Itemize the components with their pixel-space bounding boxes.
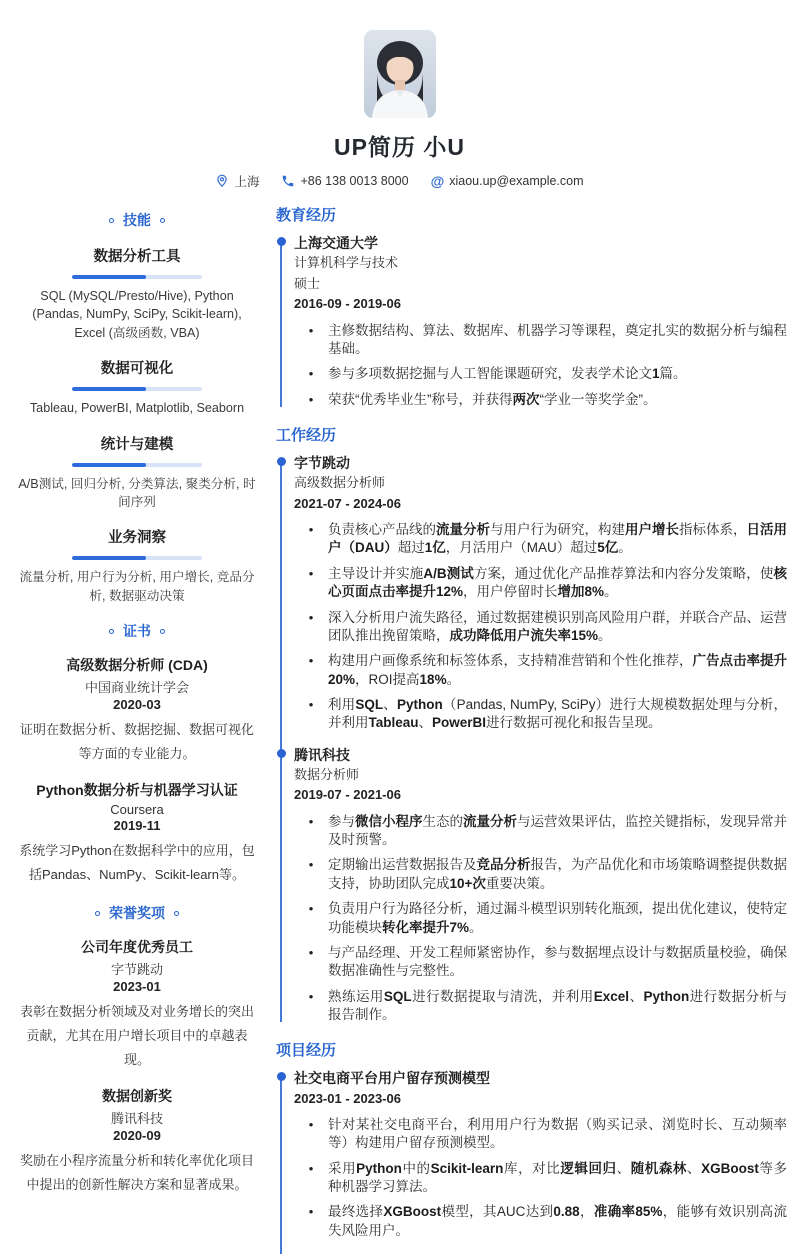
bullet-text: 利用SQL、Python（Pandas, NumPy, SciPy）进行大规模数据处理与分析，并利用Tableau、PowerBI进行数据可视化和报告呈现。: [328, 696, 787, 731]
skill-description: SQL (MySQL/Presto/Hive), Python (Pandas, NumPy, SciPy, Scikit-learn), Excel (高级函数, VBA): [32, 289, 242, 340]
left-sidebar: [14, 204, 260, 1255]
bullet-text: 采用Python中的Scikit-learn库，对比逻辑回归、随机森林、XGBoost等多种机器学习算法。: [328, 1160, 788, 1195]
bullet-text: 荣获“优秀毕业生”称号，并获得两次“学业一等奖学金”。: [328, 391, 657, 407]
honor-date: 2023-01: [113, 979, 161, 995]
bullet-marker: •: [308, 1160, 314, 1176]
bullet-item: [294, 1203, 787, 1240]
projects-section-title: 项目经历: [276, 1042, 337, 1060]
work-entry: [294, 746, 787, 1025]
bullet-text: 针对某社交电商平台，利用用户行为数据（购买记录、浏览时长、互动频率等）构建用户留存预测模型。: [328, 1117, 787, 1151]
skill-name: 数据分析工具: [93, 249, 181, 265]
honor-org: 腾讯科技: [110, 1111, 163, 1127]
work-entry: [294, 454, 787, 733]
contact-location: [215, 172, 259, 190]
bullet-item: [294, 391, 787, 409]
skill-progress-bar: [72, 275, 202, 279]
skill-name: 业务洞察: [108, 530, 166, 547]
bullet-list: [294, 813, 787, 1025]
decorative-ring-icon: [95, 911, 100, 916]
honor-item: [14, 1086, 260, 1197]
bullet-text: 最终选择XGBoost模型，其AUC达到0.88，准确率85%，能够有效识别高流失风险用户。: [328, 1204, 788, 1238]
bullet-text: 负责用户行为路径分析，通过漏斗模型识别转化瓶颈，提出优化建议，使特定功能模块转化率提升7%。: [328, 901, 787, 935]
bullet-marker: •: [308, 366, 314, 382]
period: 2016-09 - 2019-06: [294, 296, 401, 312]
bullet-marker: •: [308, 1204, 314, 1220]
contact-email-text: xiaou.up@example.com: [449, 174, 584, 188]
skill-progress-fill: [72, 387, 146, 391]
skill-progress-fill: [72, 556, 146, 560]
job-role: 数据分析师: [294, 766, 360, 782]
certificate-org: Coursera: [110, 802, 164, 818]
bullet-marker: •: [308, 391, 314, 407]
work-section-title: 工作经历: [276, 426, 337, 444]
bullet-list: [294, 322, 787, 409]
skill-item: [14, 526, 260, 605]
honors-section-title: [14, 903, 260, 923]
bullet-marker: •: [308, 609, 314, 625]
bullet-text: 参与微信小程序生态的流量分析与运营效果评估，监控关键指标，发现异常并及时预警。: [328, 813, 787, 848]
skill-description: A/B测试, 回归分析, 分类算法, 聚类分析, 时间序列: [18, 476, 256, 509]
bullet-text: 深入分析用户流失路径，通过数据建模识别高风险用户群，并联合产品、运营团队推出挽留策略，成功降低用户流失率15%。: [328, 609, 787, 643]
education-section: [276, 204, 787, 409]
bullet-item: [294, 365, 787, 383]
decorative-ring-icon: [160, 629, 165, 634]
bullet-list: [294, 1116, 787, 1240]
education-section-title: 教育经历: [276, 207, 337, 224]
skill-progress-bar: [72, 463, 202, 467]
contact-phone-text: +86 138 0013 8000: [300, 174, 409, 188]
company-name: 腾讯科技: [294, 746, 350, 763]
bullet-marker: •: [308, 322, 314, 338]
skill-item: [14, 433, 260, 512]
contact-email: [431, 174, 584, 188]
bullet-marker: •: [308, 944, 314, 960]
certificate-org: 中国商业统计学会: [84, 680, 189, 695]
decorative-ring-icon: [174, 911, 179, 916]
bullet-marker: •: [308, 522, 314, 538]
skill-progress-fill: [72, 275, 146, 279]
education-timeline: [276, 234, 787, 409]
certificate-name: Python数据分析与机器学习认证: [36, 782, 238, 799]
bullet-text: 主修数据结构、算法、数据库、机器学习等课程，奠定扎实的数据分析与编程基础。: [328, 322, 787, 356]
certificate-item: [14, 655, 260, 766]
bullet-text: 熟练运用SQL进行数据提取与清洗，并利用Excel、Python进行数据分析与报告制作。: [328, 988, 788, 1022]
skills-title-text: 技能: [123, 212, 151, 228]
honor-org: 字节跳动: [110, 962, 163, 978]
candidate-name: UP简历 小U: [334, 134, 465, 160]
bullet-marker: •: [308, 857, 314, 873]
certificate-date: 2019-11: [113, 818, 161, 834]
bullet-item: [294, 813, 787, 850]
bullet-item: [294, 521, 787, 558]
certificate-item: [14, 780, 260, 887]
project-name: 社交电商平台用户留存预测模型: [294, 1070, 490, 1087]
contact-row: [0, 172, 799, 190]
honor-description: 表彰在数据分析领域及对业务增长的突出贡献，尤其在用户增长项目中的卓越表现。: [19, 1004, 254, 1068]
contact-phone: [281, 174, 408, 188]
bullet-text: 构建用户画像系统和标签体系，支持精准营销和个性化推荐，广告点击率提升20%，ROI提高18%。: [328, 653, 787, 687]
project-entry: [294, 1069, 787, 1240]
timeline-dot-icon: [277, 749, 286, 758]
work-section: [276, 424, 787, 1024]
decorative-ring-icon: [109, 629, 114, 634]
bullet-marker: •: [308, 813, 314, 829]
timeline-dot-icon: [277, 457, 286, 466]
certificate-name: 高级数据分析师 (CDA): [66, 657, 208, 673]
certificate-description: 系统学习Python在数据科学中的应用，包括Pandas、NumPy、Scikit-learn等。: [19, 843, 255, 883]
main-content: [276, 204, 789, 1255]
bullet-item: [294, 900, 787, 937]
profile-photo: [364, 30, 436, 118]
bullet-marker: •: [308, 901, 314, 917]
location-pin-icon: [215, 174, 229, 188]
honor-name: 公司年度优秀员工: [81, 939, 193, 956]
bullet-item: [294, 609, 787, 646]
bullet-text: 与产品经理、开发工程师紧密协作，参与数据埋点设计与数据质量校验，确保数据准确性与完整性。: [328, 944, 787, 979]
bullet-marker: •: [308, 653, 314, 669]
skill-progress-bar: [72, 387, 202, 391]
bullet-item: [294, 1116, 787, 1153]
bullet-item: [294, 696, 787, 733]
certificate-date: 2020-03: [113, 697, 161, 712]
phone-icon: [281, 174, 295, 188]
honor-date: 2020-09: [113, 1128, 161, 1144]
skill-name: 数据可视化: [100, 361, 174, 378]
decorative-ring-icon: [160, 218, 165, 223]
bullet-item: [294, 322, 787, 359]
job-role: 高级数据分析师: [294, 475, 386, 491]
honor-description: 奖励在小程序流量分析和转化率优化项目中提出的创新性解决方案和显著成果。: [19, 1153, 254, 1193]
email-at-icon: @: [430, 173, 445, 189]
bullet-marker: •: [308, 988, 314, 1004]
period: 2019-07 - 2021-06: [294, 787, 401, 803]
projects-section: [276, 1039, 787, 1240]
timeline-dot-icon: [277, 237, 286, 246]
bullet-marker: •: [308, 565, 314, 581]
timeline-dot-icon: [277, 1072, 286, 1081]
skill-item: [14, 245, 260, 342]
bullet-item: [294, 652, 787, 689]
bullet-item: [294, 944, 787, 981]
bullet-text: 主导设计并实施A/B测试方案，通过优化产品推荐算法和内容分发策略，使核心页面点击率提升12%，用户停留时长增加8%。: [328, 565, 788, 600]
skill-item: [14, 357, 260, 417]
bullet-text: 参与多项数据挖掘与人工智能课题研究，发表学术论文1篇。: [328, 366, 687, 382]
bullet-item: [294, 1160, 787, 1197]
school-name: 上海交通大学: [294, 235, 378, 251]
skill-name: 统计与建模: [100, 436, 174, 453]
bullet-list: [294, 521, 787, 733]
bullet-item: [294, 565, 787, 602]
honor-name: 数据创新奖: [102, 1088, 172, 1105]
period: 2021-07 - 2024-06: [294, 495, 401, 511]
skill-progress-bar: [72, 556, 202, 560]
projects-timeline: [276, 1069, 787, 1240]
skill-description: 流量分析, 用户行为分析, 用户增长, 竞品分析, 数据驱动决策: [19, 570, 255, 603]
honors-title-text: 荣誉奖项: [109, 905, 165, 922]
skill-progress-fill: [72, 463, 146, 467]
company-name: 字节跳动: [294, 454, 350, 471]
certificates-title-text: 证书: [123, 623, 151, 639]
bullet-item: [294, 856, 787, 893]
certificates-section-title: [14, 621, 260, 641]
major: 计算机科学与技术: [294, 255, 399, 271]
honor-item: [14, 937, 260, 1072]
resume-header: [0, 0, 799, 190]
bullet-marker: •: [308, 1117, 314, 1132]
period: 2023-01 - 2023-06: [294, 1090, 401, 1106]
bullet-text: 负责核心产品线的流量分析与用户行为研究，构建用户增长指标体系，日活用户（DAU）超过1亿，月活用户（MAU）超过5亿。: [328, 522, 787, 556]
degree: 硕士: [294, 275, 321, 291]
bullet-text: 定期输出运营数据报告及竞品分析报告，为产品优化和市场策略调整提供数据支持，协助团队完成10+次重要决策。: [328, 857, 787, 891]
decorative-ring-icon: [109, 218, 114, 223]
resume-body: [0, 190, 799, 1255]
skills-section-title: [14, 210, 260, 230]
education-entry: [294, 234, 787, 409]
bullet-marker: •: [308, 696, 314, 712]
contact-location-text: 上海: [234, 175, 260, 189]
certificate-description: 证明在数据分析、数据挖掘、数据可视化等方面的专业能力。: [19, 722, 254, 762]
work-timeline: [276, 454, 787, 1024]
bullet-item: [294, 988, 787, 1025]
skill-description: Tableau, PowerBI, Matplotlib, Seaborn: [29, 401, 245, 416]
